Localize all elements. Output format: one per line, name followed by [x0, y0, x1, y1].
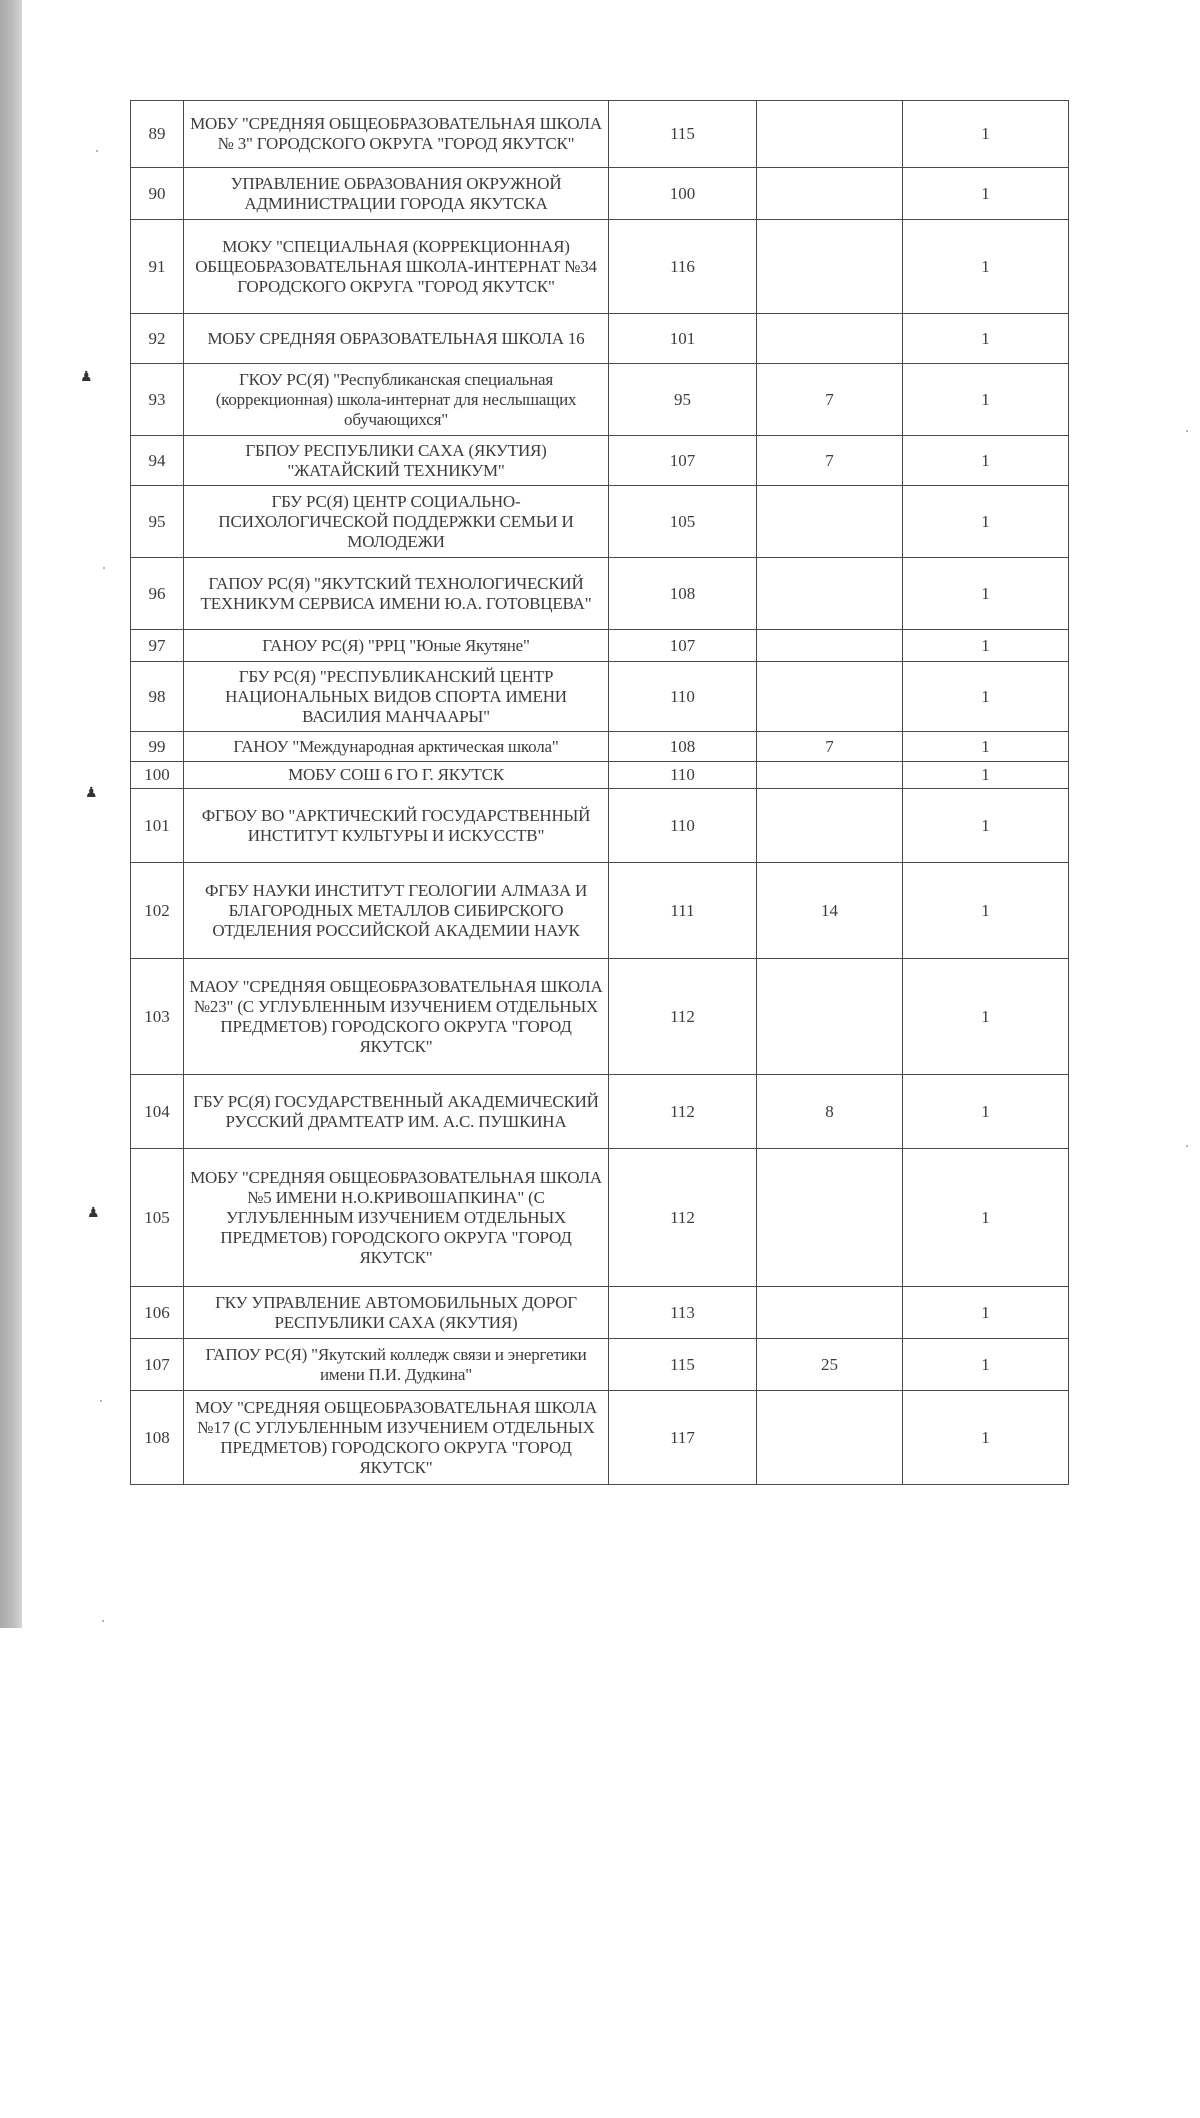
table-row	[131, 168, 1069, 220]
table-row	[131, 1287, 1069, 1339]
organization-name: ФГБУ НАУКИ ИНСТИТУТ ГЕОЛОГИИ АЛМАЗА И БЛАГОРОДНЫХ МЕТАЛЛОВ СИБИРСКОГО ОТДЕЛЕНИЯ РОССИЙСКОЙ АКАДЕМИИ НАУК	[184, 863, 609, 959]
value-col3: 107	[609, 630, 757, 662]
organization-name: МОБУ "СРЕДНЯЯ ОБЩЕОБРАЗОВАТЕЛЬНАЯ ШКОЛА №5 ИМЕНИ Н.О.КРИВОШАПКИНА" (С УГЛУБЛЕННЫМ ИЗУЧЕНИЕМ ОТДЕЛЬНЫХ ПРЕДМЕТОВ) ГОРОДСКОГО ОКРУГА "ГОРОД ЯКУТСК"	[184, 1149, 609, 1287]
value-col5: 1	[903, 630, 1069, 662]
value-col5: 1	[903, 486, 1069, 558]
row-number: 105	[131, 1149, 184, 1287]
table-row	[131, 959, 1069, 1075]
organization-name: МОУ "СРЕДНЯЯ ОБЩЕОБРАЗОВАТЕЛЬНАЯ ШКОЛА №17 (С УГЛУБЛЕННЫМ ИЗУЧЕНИЕМ ОТДЕЛЬНЫХ ПРЕДМЕТОВ) ГОРОДСКОГО ОКРУГА "ГОРОД ЯКУТСК"	[184, 1391, 609, 1485]
value-col3: 115	[609, 1339, 757, 1391]
table-row	[131, 732, 1069, 762]
value-col3: 105	[609, 486, 757, 558]
value-col5: 1	[903, 168, 1069, 220]
organization-name: МОБУ "СРЕДНЯЯ ОБЩЕОБРАЗОВАТЕЛЬНАЯ ШКОЛА № 3" ГОРОДСКОГО ОКРУГА "ГОРОД ЯКУТСК"	[184, 101, 609, 168]
row-number: 97	[131, 630, 184, 662]
organization-name: ГАПОУ РС(Я) "Якутский колледж связи и энергетики имени П.И. Дудкина"	[184, 1339, 609, 1391]
scan-edge-shadow	[0, 0, 22, 1628]
value-col3: 101	[609, 314, 757, 364]
value-col5: 1	[903, 863, 1069, 959]
value-col4	[757, 959, 903, 1075]
value-col5: 1	[903, 789, 1069, 863]
value-col5: 1	[903, 1075, 1069, 1149]
row-number: 92	[131, 314, 184, 364]
value-col3: 112	[609, 1149, 757, 1287]
organization-name: ГБУ РС(Я) "РЕСПУБЛИКАНСКИЙ ЦЕНТР НАЦИОНАЛЬНЫХ ВИДОВ СПОРТА ИМЕНИ ВАСИЛИЯ МАНЧААРЫ"	[184, 662, 609, 732]
staple-mark-icon: ♟	[85, 786, 98, 801]
organization-name: ГКУ УПРАВЛЕНИЕ АВТОМОБИЛЬНЫХ ДОРОГ РЕСПУБЛИКИ САХА (ЯКУТИЯ)	[184, 1287, 609, 1339]
value-col5: 1	[903, 732, 1069, 762]
value-col5: 1	[903, 436, 1069, 486]
value-col4	[757, 1391, 903, 1485]
value-col5: 1	[903, 314, 1069, 364]
value-col4	[757, 314, 903, 364]
row-number: 108	[131, 1391, 184, 1485]
value-col4	[757, 558, 903, 630]
row-number: 91	[131, 220, 184, 314]
value-col3: 115	[609, 101, 757, 168]
row-number: 89	[131, 101, 184, 168]
value-col3: 110	[609, 662, 757, 732]
value-col4	[757, 789, 903, 863]
row-number: 90	[131, 168, 184, 220]
value-col5: 1	[903, 1149, 1069, 1287]
value-col5: 1	[903, 662, 1069, 732]
row-number: 106	[131, 1287, 184, 1339]
organization-name: ГАНОУ РС(Я) "РРЦ "Юные Якутяне"	[184, 630, 609, 662]
row-number: 104	[131, 1075, 184, 1149]
value-col4	[757, 1149, 903, 1287]
scan-speck	[1186, 1145, 1188, 1147]
value-col5: 1	[903, 364, 1069, 436]
scan-speck	[100, 1400, 102, 1402]
value-col3: 100	[609, 168, 757, 220]
value-col4: 14	[757, 863, 903, 959]
table-row	[131, 101, 1069, 168]
row-number: 102	[131, 863, 184, 959]
table-row	[131, 220, 1069, 314]
organization-name: МАОУ "СРЕДНЯЯ ОБЩЕОБРАЗОВАТЕЛЬНАЯ ШКОЛА №23" (С УГЛУБЛЕННЫМ ИЗУЧЕНИЕМ ОТДЕЛЬНЫХ ПРЕДМЕТОВ) ГОРОДСКОГО ОКРУГА "ГОРОД ЯКУТСК"	[184, 959, 609, 1075]
value-col5: 1	[903, 220, 1069, 314]
value-col4: 7	[757, 732, 903, 762]
value-col3: 116	[609, 220, 757, 314]
value-col4: 8	[757, 1075, 903, 1149]
organization-name: МОБУ СОШ 6 ГО Г. ЯКУТСК	[184, 762, 609, 789]
value-col4	[757, 1287, 903, 1339]
scan-speck	[96, 150, 98, 152]
table-row	[131, 630, 1069, 662]
organization-name: ГАПОУ РС(Я) "ЯКУТСКИЙ ТЕХНОЛОГИЧЕСКИЙ ТЕХНИКУМ СЕРВИСА ИМЕНИ Ю.А. ГОТОВЦЕВА"	[184, 558, 609, 630]
value-col3: 111	[609, 863, 757, 959]
value-col3: 112	[609, 959, 757, 1075]
value-col5: 1	[903, 1391, 1069, 1485]
value-col4	[757, 630, 903, 662]
value-col4	[757, 220, 903, 314]
table-row	[131, 789, 1069, 863]
organization-name: ГБУ РС(Я) ЦЕНТР СОЦИАЛЬНО-ПСИХОЛОГИЧЕСКОЙ ПОДДЕРЖКИ СЕМЬИ И МОЛОДЕЖИ	[184, 486, 609, 558]
table-row	[131, 436, 1069, 486]
row-number: 95	[131, 486, 184, 558]
value-col5: 1	[903, 558, 1069, 630]
value-col5: 1	[903, 101, 1069, 168]
value-col5: 1	[903, 762, 1069, 789]
staple-mark-icon: ♟	[87, 1206, 100, 1221]
table-row	[131, 486, 1069, 558]
organizations-table	[130, 100, 1069, 1485]
value-col4	[757, 168, 903, 220]
scan-speck	[103, 567, 105, 569]
table-row	[131, 1075, 1069, 1149]
value-col3: 112	[609, 1075, 757, 1149]
table-row	[131, 1339, 1069, 1391]
row-number: 100	[131, 762, 184, 789]
table-row	[131, 863, 1069, 959]
row-number: 96	[131, 558, 184, 630]
table-row	[131, 762, 1069, 789]
organization-name: ГБПОУ РЕСПУБЛИКИ САХА (ЯКУТИЯ) "ЖАТАЙСКИЙ ТЕХНИКУМ"	[184, 436, 609, 486]
row-number: 93	[131, 364, 184, 436]
row-number: 101	[131, 789, 184, 863]
value-col5: 1	[903, 1339, 1069, 1391]
scan-speck	[102, 1620, 104, 1622]
row-number: 98	[131, 662, 184, 732]
staple-mark-icon: ♟	[80, 370, 93, 385]
organization-name: УПРАВЛЕНИЕ ОБРАЗОВАНИЯ ОКРУЖНОЙ АДМИНИСТРАЦИИ ГОРОДА ЯКУТСКА	[184, 168, 609, 220]
organization-name: МОКУ "СПЕЦИАЛЬНАЯ (КОРРЕКЦИОННАЯ) ОБЩЕОБРАЗОВАТЕЛЬНАЯ ШКОЛА-ИНТЕРНАТ №34 ГОРОДСКОГО ОКРУГА "ГОРОД ЯКУТСК"	[184, 220, 609, 314]
value-col3: 110	[609, 762, 757, 789]
table-row	[131, 364, 1069, 436]
organization-name: ГКОУ РС(Я) "Республиканская специальная (коррекционная) школа-интернат для неслышащих обучающихся"	[184, 364, 609, 436]
table-row	[131, 314, 1069, 364]
value-col5: 1	[903, 1287, 1069, 1339]
value-col3: 95	[609, 364, 757, 436]
scan-speck	[1186, 430, 1188, 432]
organization-name: МОБУ СРЕДНЯЯ ОБРАЗОВАТЕЛЬНАЯ ШКОЛА 16	[184, 314, 609, 364]
value-col3: 107	[609, 436, 757, 486]
value-col4	[757, 662, 903, 732]
value-col4	[757, 101, 903, 168]
row-number: 99	[131, 732, 184, 762]
value-col4: 7	[757, 436, 903, 486]
value-col4	[757, 486, 903, 558]
value-col4: 25	[757, 1339, 903, 1391]
row-number: 107	[131, 1339, 184, 1391]
value-col3: 108	[609, 732, 757, 762]
table-row	[131, 1391, 1069, 1485]
row-number: 94	[131, 436, 184, 486]
value-col3: 113	[609, 1287, 757, 1339]
value-col3: 108	[609, 558, 757, 630]
organization-name: ГБУ РС(Я) ГОСУДАРСТВЕННЫЙ АКАДЕМИЧЕСКИЙ РУССКИЙ ДРАМТЕАТР ИМ. А.С. ПУШКИНА	[184, 1075, 609, 1149]
value-col3: 117	[609, 1391, 757, 1485]
value-col4: 7	[757, 364, 903, 436]
value-col5: 1	[903, 959, 1069, 1075]
table-row	[131, 558, 1069, 630]
row-number: 103	[131, 959, 184, 1075]
table-row	[131, 662, 1069, 732]
organization-name: ГАНОУ "Международная арктическая школа"	[184, 732, 609, 762]
organization-name: ФГБОУ ВО "АРКТИЧЕСКИЙ ГОСУДАРСТВЕННЫЙ ИНСТИТУТ КУЛЬТУРЫ И ИСКУССТВ"	[184, 789, 609, 863]
table-row	[131, 1149, 1069, 1287]
value-col3: 110	[609, 789, 757, 863]
value-col4	[757, 762, 903, 789]
